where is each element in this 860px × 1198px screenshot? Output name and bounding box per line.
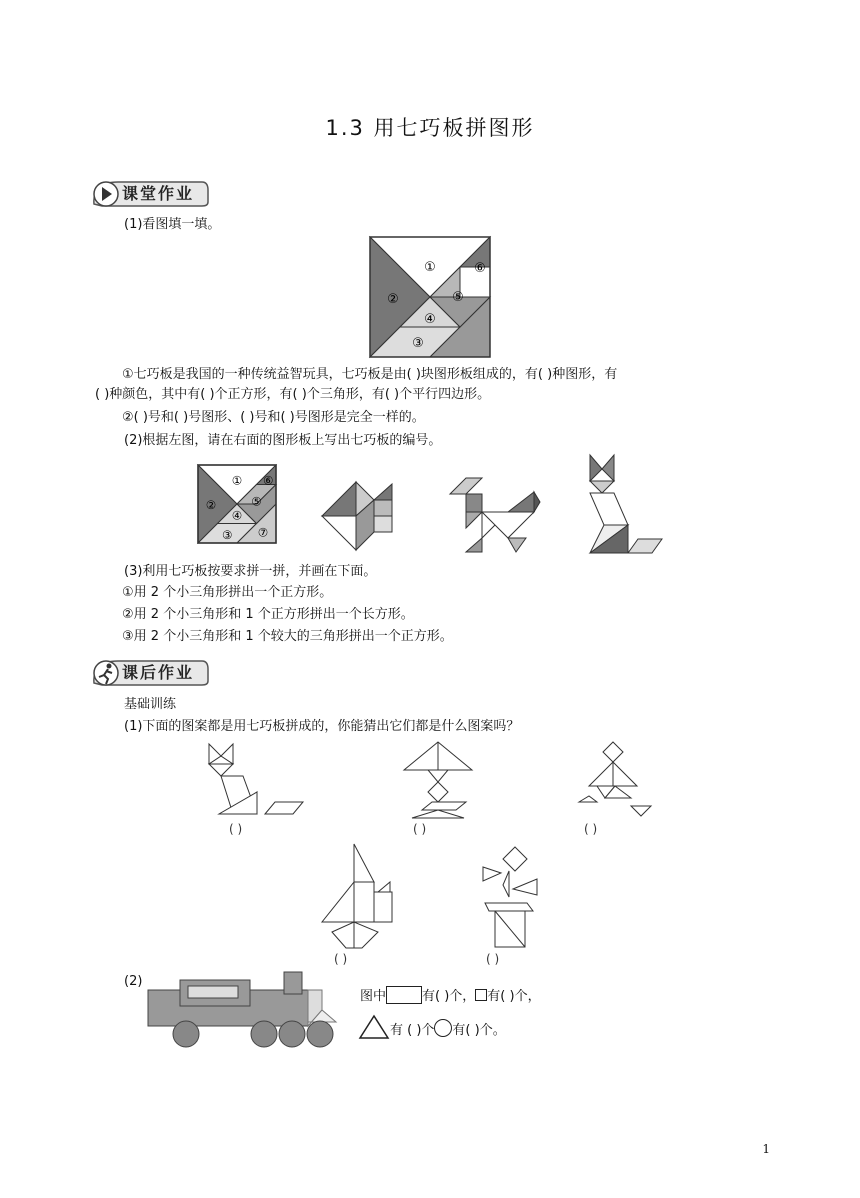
q3-item1: ①用 2 个小三角形拼出一个正方形。 xyxy=(122,585,333,600)
blank-1[interactable]: ( ) xyxy=(229,822,243,836)
page-title: 1.3 用七巧板拼图形 xyxy=(325,116,535,140)
hw-q2-label: (2) xyxy=(124,974,143,989)
q3-label: (3)利用七巧板按要求拼一拼，并画在下面。 xyxy=(124,564,377,579)
tangram-diagram xyxy=(369,237,491,357)
small-piece-7: ⑦ xyxy=(257,525,269,540)
small-piece-5: ⑤ xyxy=(251,494,262,509)
piece-label-6: ⑥ xyxy=(474,261,486,276)
page-number: 1 xyxy=(762,1142,770,1156)
small-piece-3: ③ xyxy=(222,528,233,543)
subhead: 基础训练 xyxy=(124,697,177,712)
q3-item2: ②用 2 个小三角形和 1 个正方形拼出一个长方形。 xyxy=(122,607,414,622)
pattern-skater xyxy=(575,740,655,820)
q1-line2: ( )种颜色，其中有( )个正方形，有( )个三角形，有( )个平行四边形。 xyxy=(95,387,491,402)
pattern-sailboat xyxy=(318,842,398,952)
small-piece-2: ② xyxy=(205,498,217,513)
train-picture xyxy=(146,970,342,1048)
q3-item3: ③用 2 个小三角形和 1 个较大的三角形拼出一个正方形。 xyxy=(122,629,453,644)
section-banner-homework xyxy=(90,657,210,687)
blank-3[interactable]: ( ) xyxy=(584,822,598,836)
q2-text-a: 图中 xyxy=(360,989,387,1004)
q2-text-c: 有( )个， xyxy=(487,989,541,1004)
small-piece-1: ① xyxy=(231,473,243,488)
piece-label-1: ① xyxy=(424,260,436,275)
rectangle-icon xyxy=(386,986,422,1004)
pattern-flowerpot xyxy=(481,845,541,950)
banner-label: 课堂作业 xyxy=(122,184,195,203)
q1-line3: ②( )号和( )号图形、( )号和( )号图形是完全一样的。 xyxy=(122,410,425,425)
q2-label: (2)根据左图，请在右面的图形板上写出七巧板的编号。 xyxy=(124,433,442,448)
tangram-cat xyxy=(586,453,666,555)
q2-text-e: 有( )个。 xyxy=(452,1023,506,1038)
square-icon xyxy=(475,989,487,1001)
small-piece-4: ④ xyxy=(231,508,243,523)
piece-label-4: ④ xyxy=(424,312,436,327)
circle-icon xyxy=(434,1019,452,1037)
piece-label-5: ⑤ xyxy=(452,290,464,305)
hw-q1-label: (1)下面的图案都是用七巧板拼成的，你能猜出它们都是什么图案吗？ xyxy=(124,719,520,734)
q2-line2 xyxy=(358,1014,506,1041)
small-tangram xyxy=(197,465,277,543)
small-piece-6: ⑥ xyxy=(262,473,274,488)
blank-4[interactable]: ( ) xyxy=(334,952,348,966)
blank-2[interactable]: ( ) xyxy=(413,822,427,836)
section-banner-classwork xyxy=(90,178,210,208)
pattern-lantern xyxy=(402,740,474,820)
q1-line1: ①七巧板是我国的一种传统益智玩具，七巧板是由( )块图形板组成的，有( )种图形，有 xyxy=(122,367,618,382)
banner-label: 课后作业 xyxy=(122,663,195,682)
tangram-animal xyxy=(446,472,541,554)
q1-label: (1)看图填一填。 xyxy=(124,217,221,232)
pattern-cat xyxy=(207,742,307,820)
tangram-fish xyxy=(318,480,394,554)
piece-label-2: ② xyxy=(387,292,399,307)
q2-line1 xyxy=(360,986,541,1007)
triangle-icon xyxy=(358,1014,390,1040)
q2-text-d: 有 ( )个 xyxy=(390,1023,435,1038)
piece-label-3: ③ xyxy=(412,336,424,351)
blank-5[interactable]: ( ) xyxy=(486,952,500,966)
q2-text-b: 有( )个， xyxy=(422,989,476,1004)
